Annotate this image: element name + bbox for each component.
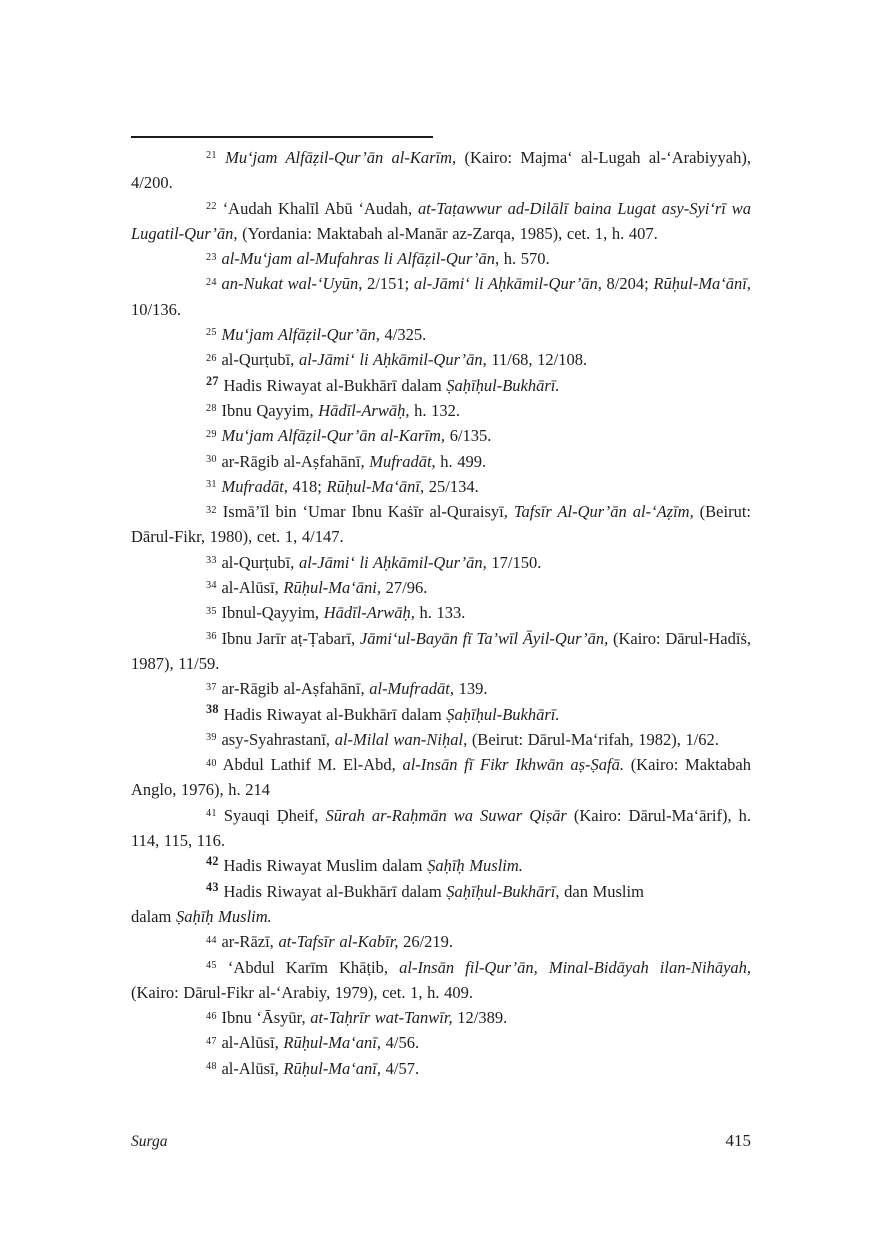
footnote-text: Ibnu Jarīr aṭ-Ṭabarī, bbox=[221, 628, 360, 648]
footnote-30 bbox=[131, 449, 751, 474]
footnote-title-text: Rūḥul-Ma‘āni, bbox=[283, 578, 381, 598]
footnote-number: 26 bbox=[206, 352, 217, 364]
footnote-text: 17/150. bbox=[486, 552, 542, 572]
footnote-title-text: Mufradāt bbox=[221, 476, 284, 496]
footnote-39 bbox=[131, 727, 751, 752]
footnote-text: , h. 570. bbox=[495, 249, 550, 269]
footnote-block bbox=[131, 0, 751, 1081]
footnote-text: asy-Syahrastanī, bbox=[221, 729, 335, 749]
footnote-24 bbox=[131, 271, 751, 322]
footnote-40 bbox=[131, 752, 751, 803]
footnote-number: 37 bbox=[206, 681, 217, 693]
footnote-text: Ibnu Qayyim, bbox=[221, 400, 319, 420]
footnote-number: 35 bbox=[206, 605, 217, 617]
footnote-title-text: Mufradāt bbox=[369, 451, 432, 471]
footnote-text: , 11/68, 12/108. bbox=[482, 350, 588, 370]
footnote-text: , 418; bbox=[283, 476, 327, 496]
footnote-number: 34 bbox=[206, 580, 217, 592]
footnote-text: (Yordania: Maktabah al-Manār az-Zarqa, 1985), cet. 1, h. 407. bbox=[237, 223, 658, 243]
footnote-title-text: al-Mufradāt, bbox=[369, 679, 454, 699]
footnote-38 bbox=[131, 702, 751, 727]
footnote-text: , h. 499. bbox=[431, 451, 487, 471]
footnote-number: 30 bbox=[206, 453, 217, 465]
footnote-text: , 25/134. bbox=[420, 476, 479, 496]
footnote-text: ar-Rāgib al-Aṣfahānī, bbox=[221, 451, 370, 471]
footnote-title-text: al-Milal wan-Niḥal, bbox=[334, 729, 468, 749]
footnote-title-text: Rūḥul-Ma‘ānī bbox=[326, 476, 420, 496]
footnote-number: 36 bbox=[206, 631, 217, 643]
footnote-title-text: Mu‘jam Alfāẓil-Qur’ān al-Karīm, bbox=[225, 148, 457, 167]
footnote-title-text: Hādīl-Arwāḥ bbox=[318, 400, 406, 420]
footnote-25 bbox=[131, 322, 751, 347]
footnote-title-text: at-Taṭawwur ad-Dilālī baina Lugat asy-Syi‘rī wa Lugatil-Qur’ān, bbox=[131, 198, 751, 243]
footnote-text: 26/219. bbox=[398, 932, 454, 952]
page-number: 415 bbox=[725, 1131, 751, 1150]
footnote-29 bbox=[131, 423, 751, 448]
footnote-title-text: al-Jāmi‘ li Aḥkāmil-Qur’ān, bbox=[298, 552, 487, 572]
footnote-number: 33 bbox=[206, 555, 217, 567]
footnote-text: ar-Rāzī, bbox=[221, 932, 279, 952]
footnote-title-text: Ṣaḥīḥul-Bukhārī bbox=[446, 881, 556, 901]
footnote-26 bbox=[131, 347, 751, 372]
footnote-text: 4/57. bbox=[380, 1058, 420, 1078]
footnote-text: , dan Muslim bbox=[555, 881, 644, 901]
footnote-text: al-Alūsī, bbox=[221, 578, 284, 598]
footnote-text: (Kairo: Dārul-Fikr al-‘Arabiy, 1979), cet. 1, h. 409. bbox=[131, 982, 473, 1002]
footnote-title-text: Rūḥul-Ma‘anī, bbox=[283, 1033, 381, 1053]
footnote-text: Ibnul-Qayyim, bbox=[221, 603, 324, 623]
footnote-number: 27 bbox=[206, 373, 219, 388]
footnote-text: 139. bbox=[454, 679, 488, 699]
footnote-text: al-Qurṭubī, bbox=[221, 350, 299, 370]
footnote-text: 4/56. bbox=[380, 1033, 420, 1053]
footnote-number: 29 bbox=[206, 428, 217, 440]
footnote-title-text: Jāmi‘ul-Bayān fī Ta’wīl Āyil-Qur’ān, bbox=[359, 628, 609, 648]
footnote-text: , 2/151; bbox=[358, 274, 414, 294]
footnote-text: 12/389. bbox=[452, 1008, 508, 1028]
footnote-title-text: al-Jāmi‘ li Aḥkāmil-Qur’ān bbox=[298, 350, 483, 370]
footnote-number: 22 bbox=[206, 201, 217, 212]
footnote-title-text: al-Insān fil-Qur’ān, Minal-Bidāyah ilan-Nihāyah, bbox=[399, 957, 752, 977]
footnote-number: 24 bbox=[206, 276, 217, 288]
footnote-46 bbox=[131, 1005, 751, 1030]
footnote-title-text: Tafsīr Al-Qur’ān al-‘Aẓīm, bbox=[513, 502, 694, 522]
footnote-number: 31 bbox=[206, 479, 217, 491]
footnote-43 bbox=[131, 879, 751, 930]
footnote-23 bbox=[131, 246, 751, 271]
footnote-number: 44 bbox=[206, 934, 217, 946]
footnote-text: Ibnu ‘Āsyūr, bbox=[221, 1008, 311, 1028]
footnote-number: 47 bbox=[206, 1035, 217, 1047]
footnote-text: Hadis Riwayat al-Bukhārī dalam bbox=[223, 375, 447, 395]
footnote-title-text: al-Insān fī Fikr Ikhwān aṣ-Ṣafā. bbox=[402, 755, 624, 775]
footnote-42 bbox=[131, 853, 751, 878]
footnote-title-text: at-Taḥrīr wat-Tanwīr, bbox=[310, 1008, 453, 1028]
footnote-28 bbox=[131, 398, 751, 423]
footnote-separator-rule bbox=[131, 136, 433, 138]
footnote-text: , 8/204; bbox=[597, 274, 654, 294]
footnote-title-text: al-Jāmi‘ li Aḥkāmil-Qur’ān bbox=[413, 274, 598, 294]
footnote-22 bbox=[131, 196, 751, 247]
footnote-text: 6/135. bbox=[445, 426, 492, 446]
footnote-text: , 10/136. bbox=[131, 274, 752, 319]
footnote-title-text: Ṣaḥīḥ Muslim. bbox=[427, 856, 523, 876]
footnote-title-text: Rūḥul-Ma‘anī, bbox=[283, 1058, 381, 1078]
footnote-title-text: an-Nukat wal-‘Uyūn bbox=[221, 274, 359, 294]
footnote-title-text: Sūrah ar-Raḥmān wa Suwar Qiṣār bbox=[325, 805, 567, 825]
footnote-36 bbox=[131, 626, 751, 677]
footnote-text: 27/96. bbox=[380, 578, 428, 598]
footnote-title-text: Ṣaḥīḥul-Bukhārī. bbox=[446, 704, 560, 724]
footnote-title-text: at-Tafsīr al-Kabīr, bbox=[278, 932, 399, 952]
footnote-31 bbox=[131, 474, 751, 499]
footnote-text: ‘Audah Khalīl Abū ‘Audah, bbox=[222, 198, 418, 218]
footnote-text: Abdul Lathif M. El-Abd, bbox=[222, 755, 403, 775]
footnote-text: h. 133. bbox=[414, 603, 466, 623]
footnote-text: Ismā’īl bin ‘Umar Ibnu Kaṡīr al-Quraisyī, bbox=[222, 502, 514, 522]
footnote-text: (Kairo: Majma‘ al-Lugah al-‘Arabiyyah), 4/200. bbox=[131, 148, 751, 193]
footnotes-list bbox=[131, 145, 751, 1081]
footnote-number: 41 bbox=[206, 808, 217, 820]
footnote-text: (Kairo: Dārul-Ma‘ārif), h. 114, 115, 116. bbox=[131, 805, 752, 851]
footnote-35 bbox=[131, 600, 751, 625]
running-title: Surga bbox=[131, 1133, 168, 1150]
footnote-text: al-Qurṭubī, bbox=[221, 552, 299, 572]
footnote-33 bbox=[131, 550, 751, 575]
footnote-text: al-Alūsī, bbox=[221, 1033, 284, 1053]
footnote-number: 39 bbox=[206, 732, 217, 744]
footnote-number: 42 bbox=[206, 854, 219, 869]
footnote-27 bbox=[131, 373, 751, 398]
footnote-text: (Beirut: Dārul-Fikr, 1980), cet. 1, 4/147. bbox=[131, 502, 751, 547]
footnote-32 bbox=[131, 499, 751, 550]
footnote-text: Hadis Riwayat al-Bukhārī dalam bbox=[223, 881, 447, 901]
footnote-title-text: Mu‘jam Alfāẓil-Qur’ān bbox=[221, 325, 376, 345]
footnote-37 bbox=[131, 676, 751, 701]
footnote-text: ar-Rāgib al-Aṣfahānī, bbox=[221, 679, 370, 699]
footnote-number: 32 bbox=[206, 504, 217, 516]
footnote-title-text: Ṣaḥīḥ Muslim. bbox=[175, 906, 272, 926]
footnote-text: , h. 132. bbox=[405, 400, 460, 420]
footnote-number: 48 bbox=[206, 1061, 217, 1073]
footnote-47 bbox=[131, 1030, 751, 1055]
footnote-number: 38 bbox=[206, 702, 219, 717]
footnote-text: Hadis Riwayat al-Bukhārī dalam bbox=[223, 704, 447, 724]
footnote-number: 40 bbox=[206, 757, 217, 769]
footnote-number: 25 bbox=[206, 327, 217, 339]
footnote-text: Syauqi Ḍheif, bbox=[223, 805, 326, 825]
footnote-41 bbox=[131, 803, 751, 854]
footnote-48 bbox=[131, 1056, 751, 1081]
footnote-text: al-Alūsī, bbox=[221, 1058, 284, 1078]
footnote-number: 23 bbox=[206, 251, 217, 263]
footnote-title-text: Mu‘jam Alfāẓil-Qur’ān al-Karīm, bbox=[221, 426, 446, 446]
footnote-number: 28 bbox=[206, 403, 217, 415]
footnote-21 bbox=[131, 145, 751, 196]
footnote-text: , 4/325. bbox=[375, 325, 427, 345]
footnote-text: Hadis Riwayat Muslim dalam bbox=[223, 856, 428, 876]
footnote-44 bbox=[131, 929, 751, 954]
footnote-text: ‘Abdul Karīm Khāṭib, bbox=[227, 957, 400, 977]
footnote-number: 21 bbox=[206, 150, 217, 162]
footnote-text: (Kairo: Maktabah Anglo, 1976), h. 214 bbox=[131, 755, 752, 800]
footnote-34 bbox=[131, 575, 751, 600]
footnote-text: dalam bbox=[131, 906, 176, 926]
footnote-text: (Beirut: Dārul-Ma‘rifah, 1982), 1/62. bbox=[467, 729, 719, 749]
footnote-number: 45 bbox=[206, 959, 217, 971]
footnote-number: 43 bbox=[206, 879, 219, 894]
footnote-text: (Kairo: Dārul-Hadīṡ, 1987), 11/59. bbox=[131, 628, 752, 673]
footnote-title-text: Rūḥul-Ma‘ānī bbox=[653, 274, 747, 294]
page-footer bbox=[131, 1131, 751, 1151]
footnote-title-text: Hādīl-Arwāḥ, bbox=[323, 603, 415, 623]
footnote-title-text: Ṣaḥīḥul-Bukhārī. bbox=[446, 375, 560, 395]
footnote-number: 46 bbox=[206, 1010, 217, 1022]
footnote-title-text: al-Mu‘jam al-Mufahras li Alfāẓil-Qur’ān bbox=[221, 249, 496, 269]
footnote-45 bbox=[131, 955, 751, 1006]
